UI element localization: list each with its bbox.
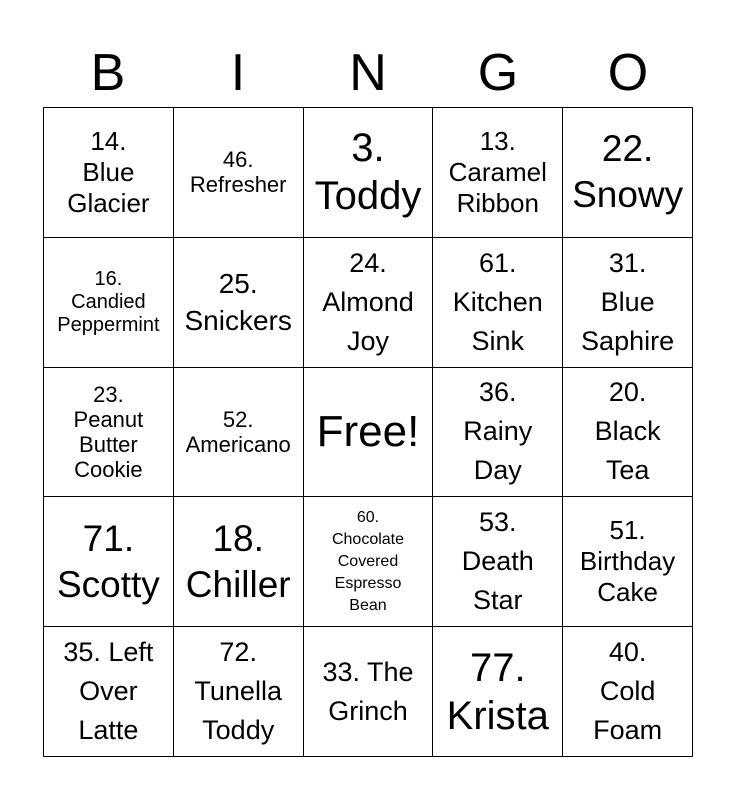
cell-text: 31. Blue Saphire (581, 247, 675, 356)
bingo-cell[interactable] (304, 238, 434, 368)
cell-text: 13. Caramel Ribbon (448, 125, 547, 218)
cell-text: 51. Birthday Cake (579, 515, 676, 608)
bingo-cell[interactable] (304, 497, 434, 627)
cell-text: 25. Snickers (184, 268, 292, 337)
bingo-cell[interactable] (304, 108, 434, 238)
bingo-cell[interactable] (563, 238, 693, 368)
bingo-cell[interactable] (433, 108, 563, 238)
cell-text: 14. Blue Glacier (67, 125, 150, 218)
header-letter-o: O (607, 44, 649, 102)
bingo-board (43, 107, 693, 757)
cell-text: 16. Candied Peppermint (57, 267, 160, 336)
bingo-cell[interactable] (433, 497, 563, 627)
bingo-cell[interactable] (433, 627, 563, 757)
bingo-cell[interactable] (44, 108, 174, 238)
bingo-cell[interactable] (563, 368, 693, 498)
header-letter-n: N (349, 44, 387, 102)
cell-text: 71. Scotty (56, 517, 160, 605)
cell-text: 77. Krista (446, 645, 549, 738)
cell-text: 46. Refresher (189, 147, 287, 198)
bingo-cell[interactable] (174, 627, 304, 757)
cell-text: 23. Peanut Butter Cookie (73, 381, 144, 482)
bingo-cell[interactable] (563, 497, 693, 627)
header-letter-i: I (230, 44, 246, 102)
header-letter-b: B (90, 44, 126, 102)
bingo-header (43, 38, 693, 108)
bingo-cell[interactable] (433, 368, 563, 498)
cell-text: 18. Chiller (185, 517, 291, 605)
cell-text: 72. Tunella Toddy (194, 637, 282, 746)
cell-text: 60. Chocolate Covered Espresso Bean (331, 508, 405, 614)
cell-text: 40. Cold Foam (593, 637, 663, 746)
free-space-cell[interactable] (304, 368, 434, 498)
cell-text: 52. Americano (185, 406, 291, 457)
bingo-cell[interactable] (174, 238, 304, 368)
cell-text: 35. Left Over Latte (63, 637, 154, 746)
bingo-cell[interactable] (44, 497, 174, 627)
bingo-cell[interactable] (563, 627, 693, 757)
bingo-cell[interactable] (563, 108, 693, 238)
cell-text: 36. Rainy Day (463, 377, 533, 486)
bingo-cell[interactable] (44, 627, 174, 757)
cell-text: 33. The Grinch (322, 656, 414, 726)
header-letter-g: G (477, 44, 519, 102)
cell-text: 24. Almond Joy (322, 247, 414, 356)
cell-text: 3. Toddy (314, 126, 422, 219)
cell-text: 61. Kitchen Sink (452, 247, 543, 356)
cell-text: 53. Death Star (461, 507, 534, 616)
free-space-text: Free! (316, 406, 420, 456)
bingo-cell[interactable] (44, 368, 174, 498)
bingo-cell[interactable] (174, 368, 304, 498)
bingo-cell[interactable] (44, 238, 174, 368)
bingo-cell[interactable] (174, 108, 304, 238)
cell-text: 22. Snowy (572, 128, 684, 216)
cell-text: 20. Black Tea (594, 377, 661, 486)
bingo-cell[interactable] (304, 627, 434, 757)
bingo-cell[interactable] (174, 497, 304, 627)
bingo-cell[interactable] (433, 238, 563, 368)
